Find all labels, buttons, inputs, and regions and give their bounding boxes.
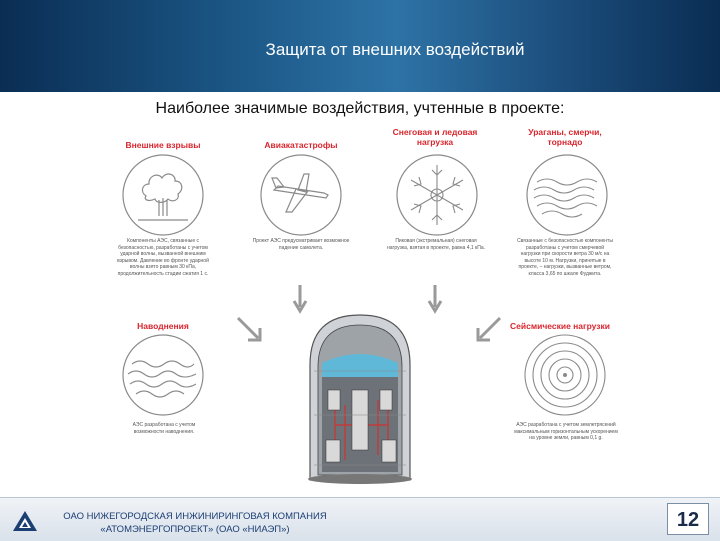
slide-subtitle: Наиболее значимые воздействия, учтенные в проекте: xyxy=(155,100,565,117)
heading-floods: Наводнения xyxy=(137,321,189,331)
heading-snow-ice-load: Снеговая и ледовая нагрузка xyxy=(392,127,478,147)
heading-hurricanes: Ураганы, смерчи, торнадо xyxy=(528,127,602,147)
description-snow-ice-load: Пиковая (экстремальная) снеговая нагрузка, взятая в проекте, равна 4,1 кПа. xyxy=(386,238,486,251)
description-external-explosions: Компоненты АЭС, связанные с безопасностью, разработаны с учетом ударной волны, вызванной внешним взрывом. Давление во фронте ударной волны взято равным 30 кПа, продолжительность стадии сжатия 1 с. xyxy=(117,238,209,277)
wind-icon xyxy=(522,150,612,240)
description-air-crashes: Проект АЭС предусматривает возможное падение самолета. xyxy=(252,238,350,251)
waves-icon xyxy=(118,330,208,420)
heading-air-crashes: Авиакатастрофы xyxy=(264,140,338,150)
description-floods: АЭС разработана с учетом возможности наводнения. xyxy=(132,422,196,435)
description-seismic-loads: АЭС разработана с учетом землетрясений максимальным горизонтальным ускорением на уровне земли, равным 0,1 g. xyxy=(514,422,618,442)
company-logo xyxy=(12,510,38,532)
heading-seismic-loads: Сейсмические нагрузки xyxy=(510,321,610,331)
slide-header xyxy=(0,0,720,92)
slide-title: Защита от внешних воздействий xyxy=(265,40,525,59)
heading-external-explosions: Внешние взрывы xyxy=(125,140,201,150)
page-number: 12 xyxy=(667,503,709,535)
arrow-icon xyxy=(236,316,266,346)
arrow-icon xyxy=(425,285,445,315)
snowflake-icon xyxy=(392,150,482,240)
arrow-icon xyxy=(472,316,502,346)
explosion-icon xyxy=(118,150,208,240)
organization-line-2: «АТОМЭНЕРГОПРОЕКТ» (ОАО «НИАЭП») xyxy=(100,524,290,535)
footer xyxy=(0,497,720,541)
organization-line-1: ОАО НИЖЕГОРОДСКАЯ ИНЖИНИРИНГОВАЯ КОМПАНИЯ xyxy=(63,511,327,522)
description-hurricanes: Связанные с безопасностью компоненты разработаны с учетом смерчевой нагрузки при скорости ветра 30 м/с на высоте 10 м. Нагрузки, принятые в проекте, – нагрузки, вызванные ветром, класса 3,65 по шкале Фуджита. xyxy=(517,238,613,277)
seismic-icon xyxy=(520,330,610,420)
organization-name xyxy=(40,510,350,536)
reactor-building-icon xyxy=(300,305,420,485)
airplane-icon xyxy=(256,150,346,240)
